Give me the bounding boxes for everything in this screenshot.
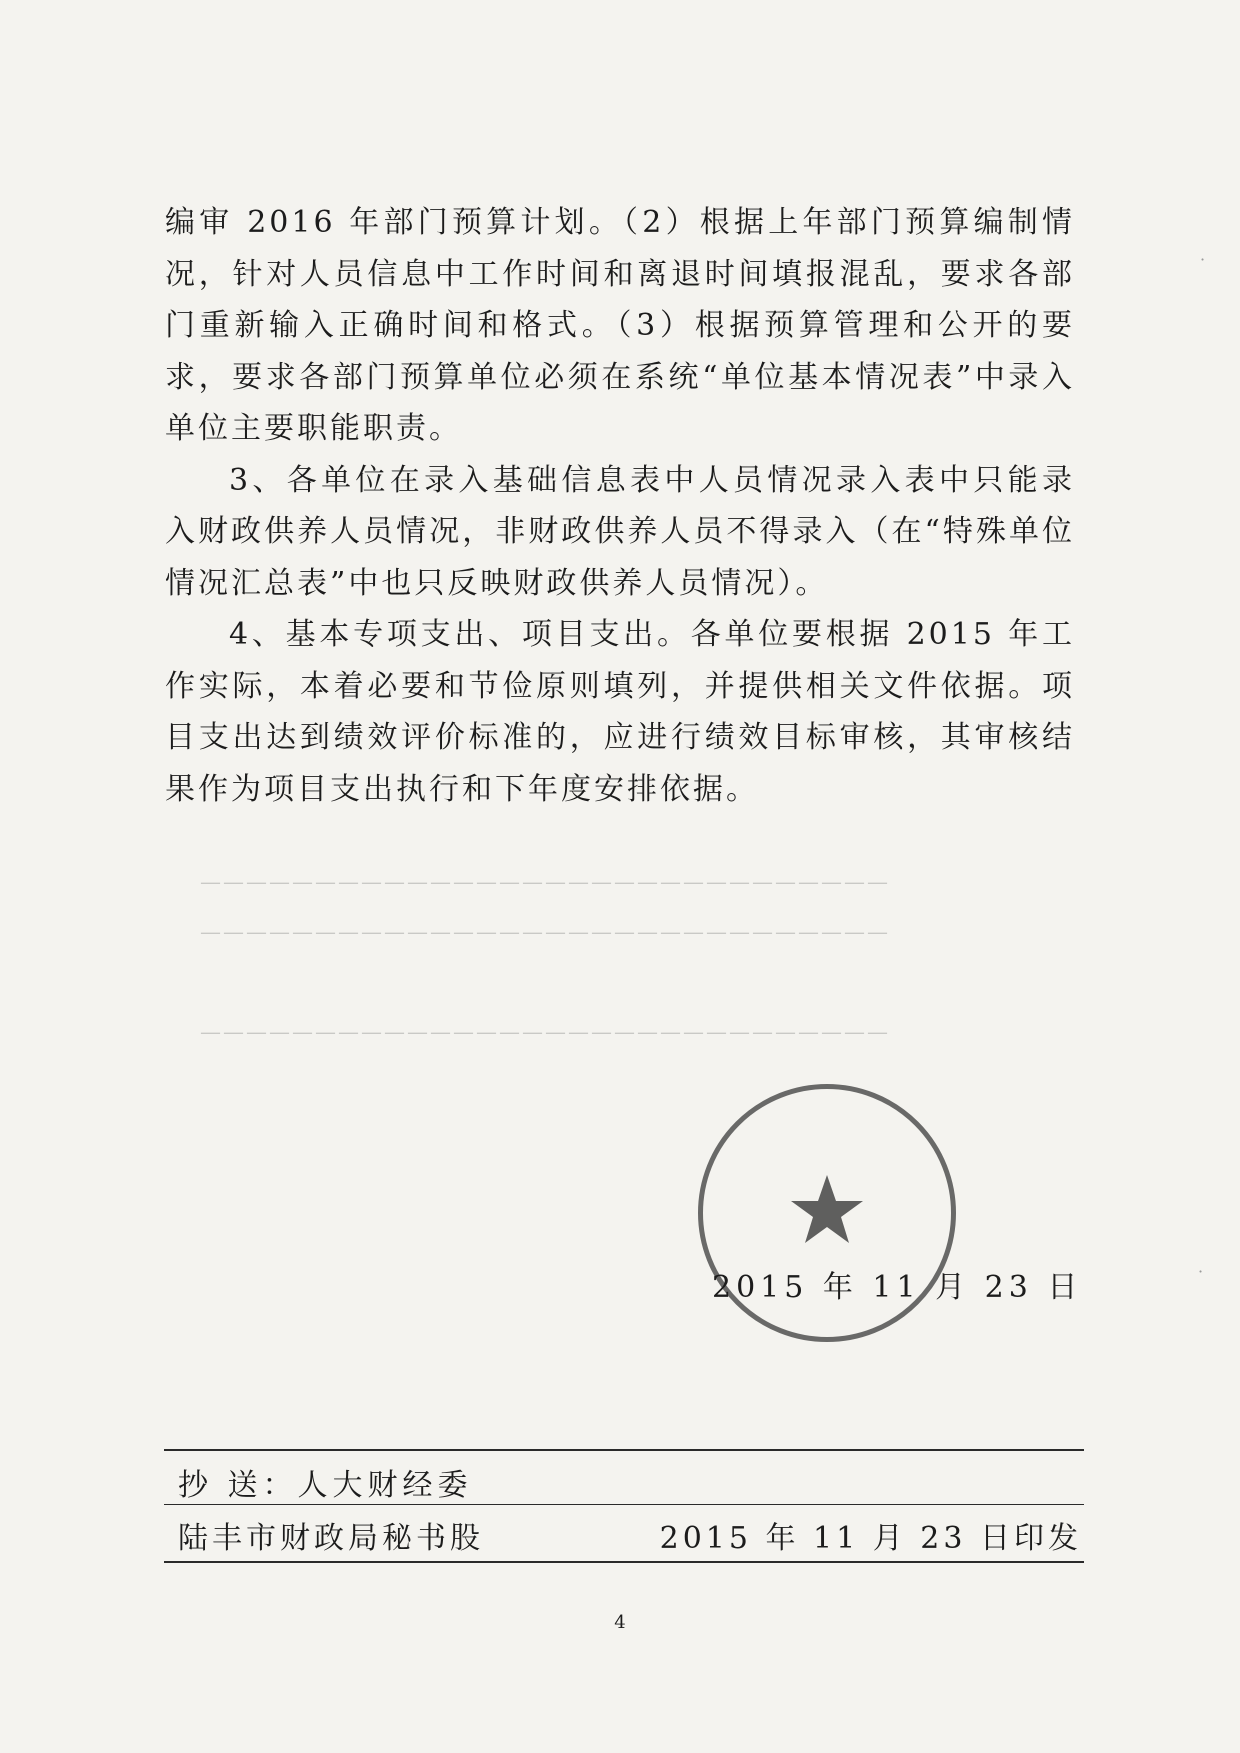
paragraph-1: 编审 2016 年部门预算计划。（2）根据上年部门预算编制情况，针对人员信息中工作时间和离退时间填报混乱，要求各部门重新输入正确时间和格式。（3）根据预算管理和公开的要求，要求各部门预算单位必须在系统“单位基本情况表”中录入单位主要职能职责。 [165, 205, 1075, 446]
footer-rule-bottom [164, 1561, 1084, 1563]
issuing-office: 陆丰市财政局秘书股 [178, 1521, 484, 1556]
bleed-through: —————————————————————————————— [200, 870, 890, 894]
footer-rule-middle [164, 1504, 1084, 1505]
star-icon [791, 1175, 863, 1243]
paragraph-2: 3、各单位在录入基础信息表中人员情况录入表中只能录入财政供养人员情况，非财政供养人员不得录入（在“特殊单位情况汇总表”中也只反映财政供养人员情况）。 [165, 462, 1075, 601]
paragraph-3: 4、基本专项支出、项目支出。各单位要根据 2015 年工作实际，本着必要和节俭原则填列，并提供相关文件依据。项目支出达到绩效评价标准的，应进行绩效目标审核，其审核结果作为项目支出执行和下年度安排依据。 [165, 617, 1075, 807]
bleed-through: —————————————————————————————— [200, 1020, 890, 1044]
bleed-through: —————————————————————————————— [200, 920, 890, 944]
scan-mark: · [1200, 250, 1206, 269]
cc-recipients: 抄 送：人大财经委 [178, 1468, 473, 1503]
body-text [165, 197, 1075, 815]
footer-rule-top [164, 1449, 1084, 1451]
page-number: 4 [614, 1612, 626, 1633]
print-date: 2015 年 11 月 23 日印发 [659, 1521, 1082, 1556]
scan-mark: · [1198, 1262, 1204, 1281]
signature-date: 2015 年 11 月 23 日 [712, 1270, 1083, 1305]
